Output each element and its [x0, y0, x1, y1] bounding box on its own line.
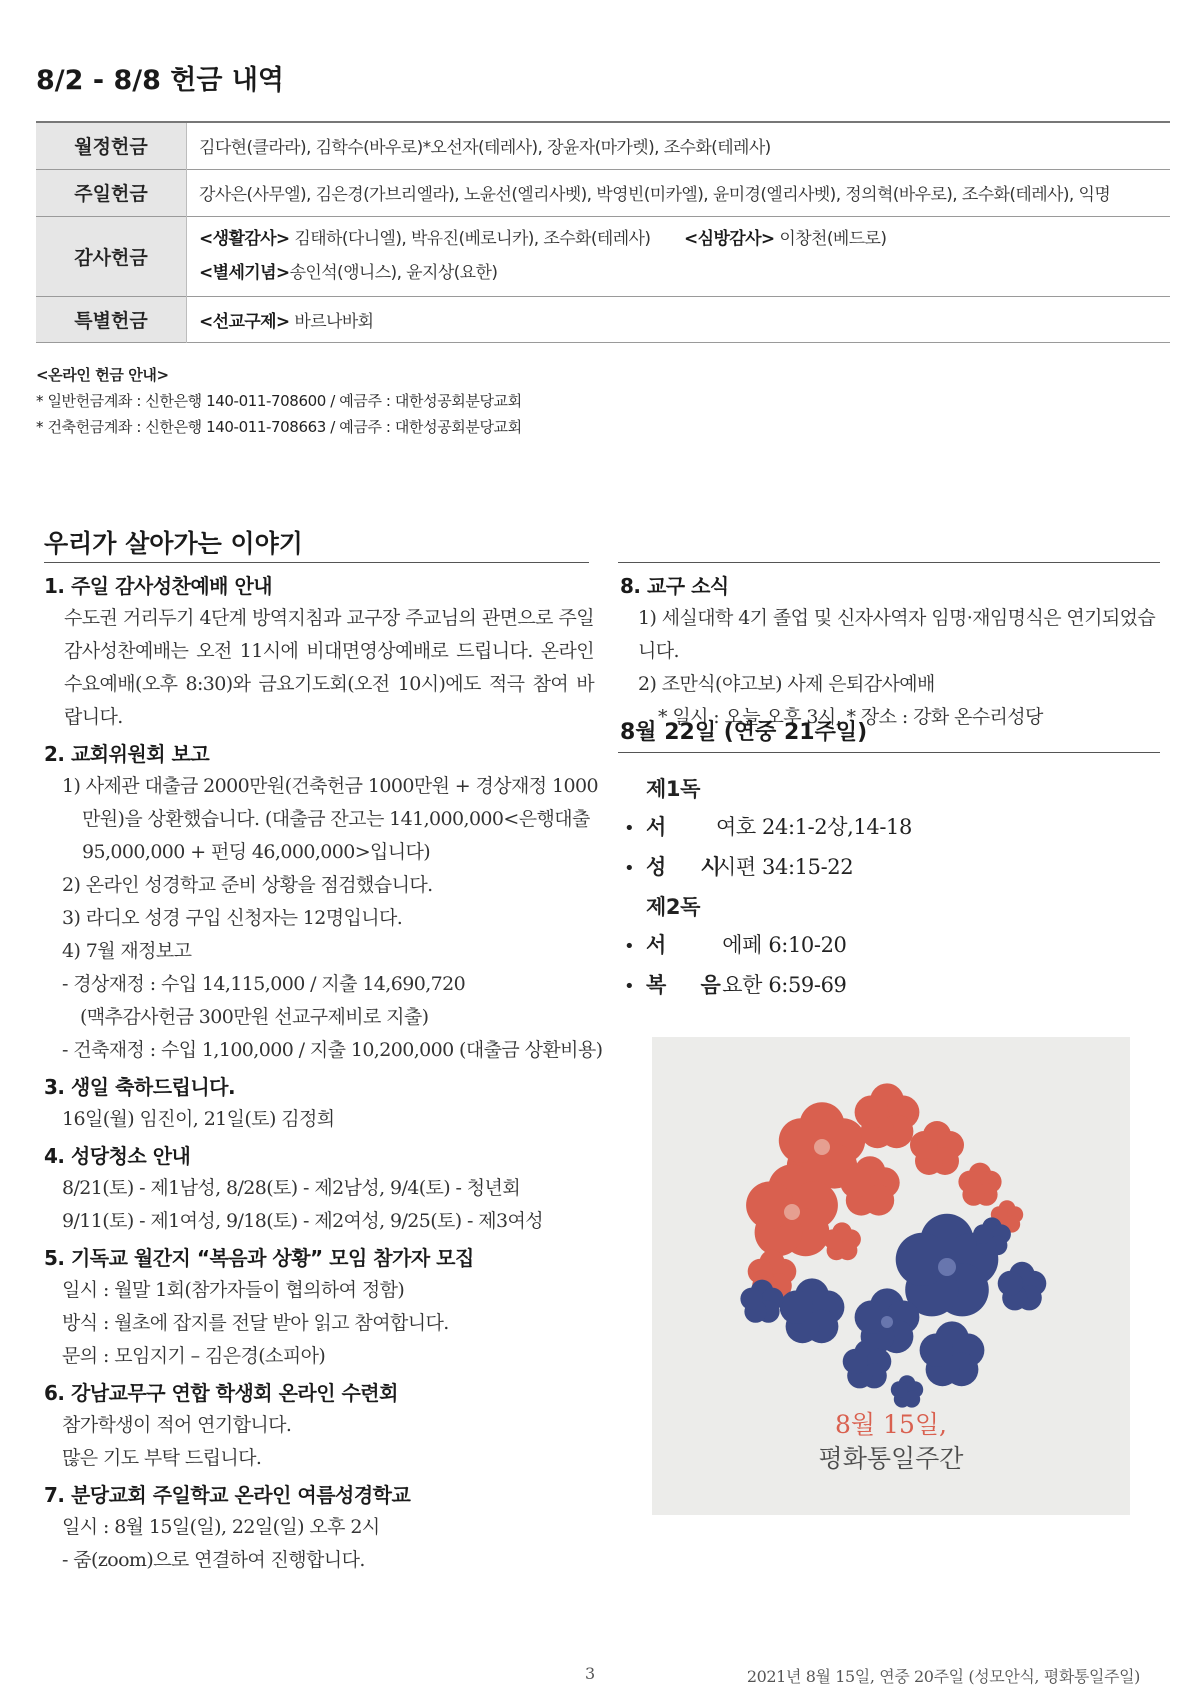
list-item: [44, 1140, 604, 1238]
online-guide-title: <온라인 헌금 안내>: [36, 366, 169, 384]
story-section-title: 우리가 살아가는 이야기: [44, 529, 303, 558]
item-body: 9/11(토) - 제1여성, 9/18(토) - 제2여성, 9/25(토) - 제3여성: [62, 1210, 544, 1232]
page-number: 3: [585, 1664, 596, 1683]
visit-thanks-tag: <심방감사>: [684, 229, 775, 249]
reading-ref: 에페 6:10-20: [716, 933, 847, 957]
general-account: * 일반헌금계좌 : 신한은행 140-011-708600 / 예금주 : 대한성공회분당교회: [36, 392, 522, 410]
building-account: * 건축헌금계좌 : 신한은행 140-011-708663 / 예금주 : 대한성공회분당교회: [36, 418, 522, 436]
item-body: 일시 : 8월 15일(일), 22일(일) 오후 2시: [62, 1516, 380, 1538]
item-body: 95,000,000 + 펀딩 46,000,000>입니다): [82, 841, 431, 863]
item-heading: 3. 생일 축하드립니다.: [44, 1075, 236, 1099]
item-body: - 경상재정 : 수입 14,115,000 / 지출 14,690,720: [62, 973, 466, 995]
row-label: 감사헌금: [36, 216, 187, 296]
row-label: 특별헌금: [36, 296, 187, 342]
divider: [618, 752, 1160, 753]
list-item: [44, 570, 604, 734]
memorial-names: 송인석(앵니스), 윤지상(요한): [289, 263, 498, 283]
item-body: 2) 조만식(야고보) 사제 은퇴감사예배: [638, 673, 935, 695]
list-item: [44, 1242, 604, 1373]
online-offering-guide: [36, 362, 522, 440]
parish-news: [620, 570, 1165, 734]
reading-label: 복 음: [646, 973, 721, 997]
row-names: 강사은(사무엘), 김은경(가브리엘라), 노윤선(엘리사벳), 박영빈(미카엘), 윤미경(엘리사벳), 정의혁(바우로), 조수화(테레사), 익명: [199, 185, 1111, 205]
table-row: [36, 216, 1170, 296]
item-body: 참가학생이 적어 연기합니다.: [62, 1414, 292, 1436]
list-item: [44, 1377, 604, 1475]
story-list: [44, 570, 604, 1581]
visit-thanks-names: 이창천(베드로): [774, 229, 887, 249]
item-body: - 건축재정 : 수입 1,100,000 / 지출 10,200,000 (대출금 상환비용): [62, 1039, 603, 1061]
life-thanks-tag: <생활감사>: [199, 229, 290, 249]
offering-title: 8/2 - 8/8 헌금 내역: [36, 65, 285, 96]
bullet-icon: •: [624, 858, 635, 879]
reading-ref: 여호 24:1-2상,14-18: [716, 815, 912, 839]
item-body: 만원)을 상환했습니다. (대출금 잔고는 141,000,000<은행대출: [82, 808, 590, 830]
table-row: [36, 122, 1170, 169]
lectionary-title: 8월 22일 (연중 21주일): [620, 720, 868, 745]
item-body: 문의 : 모임지기 – 김은경(소피아): [62, 1345, 326, 1367]
row-names: 김다현(클라라), 김학수(바우로)*오선자(테레사), 장윤자(마가렛), 조수화(테레사): [199, 138, 771, 159]
peace-unification-poster: [652, 1037, 1130, 1515]
bullet-icon: •: [624, 976, 635, 997]
item-body: 1) 세실대학 4기 졸업 및 신자사역자 임명·재임명식은 연기되었습니다.: [638, 607, 1156, 662]
item-body: 일시 : 월말 1회(참가자들이 협의하여 정함): [62, 1279, 405, 1301]
reading-ref: 요한 6:59-69: [716, 973, 847, 997]
item-body: 16일(월) 임진이, 21일(토) 김정희: [62, 1108, 335, 1130]
item-heading: 6. 강남교무구 연합 학생회 온라인 수련회: [44, 1381, 398, 1405]
poster-subtitle: 평화통일주간: [818, 1444, 964, 1473]
divider: [618, 562, 1160, 563]
list-item: [624, 848, 912, 888]
row-names: [187, 296, 1171, 342]
bullet-icon: •: [624, 936, 635, 957]
item-body: 2) 온라인 성경학교 준비 상황을 점검했습니다.: [62, 874, 433, 896]
reading-label: 제2독서: [646, 895, 700, 957]
item-body: 1) 사제관 대출금 2000만원(건축헌금 1000만원 + 경상재정 1000: [62, 775, 598, 797]
reading-ref: 시편 34:15-22: [716, 855, 854, 879]
row-label: 월정헌금: [36, 122, 187, 169]
item-heading: 4. 성당청소 안내: [44, 1144, 191, 1168]
list-item: [44, 738, 604, 1067]
item-heading: 1. 주일 감사성찬예배 안내: [44, 574, 273, 598]
item-body: 8/21(토) - 제1남성, 8/28(토) - 제2남성, 9/4(토) - 청년회: [62, 1177, 521, 1199]
item-body: 3) 라디오 성경 구입 신청자는 12명입니다.: [62, 907, 403, 929]
mission-names: 바르나바회: [289, 311, 374, 332]
item-heading: 8. 교구 소식: [620, 574, 729, 598]
item-body: 많은 기도 부탁 드립니다.: [62, 1447, 262, 1469]
life-thanks-names: 김태하(다니엘), 박유진(베로니카), 조수화(테레사): [289, 229, 651, 249]
table-row: [36, 169, 1170, 216]
footer-date: 2021년 8월 15일, 연중 20주일 (성모안식, 평화통일주일): [746, 1667, 1140, 1686]
memorial-tag: <별세기념>: [199, 263, 290, 283]
item-body: * 일시 : 오늘 오후 3시, * 장소 : 강화 온수리성당: [658, 706, 1043, 728]
list-item: [44, 1071, 604, 1136]
reading-label: 성 시: [646, 855, 721, 879]
bullet-icon: •: [624, 818, 635, 839]
item-body: 수도권 거리두기 4단계 방역지침과 교구장 주교님의 관면으로 주일감사성찬예배는 오전 11시에 비대면영상예배로 드립니다. 온라인 수요예배(오후 8:30)와 금요기도회(오전 10시)에도 적극 참여 바랍니다.: [64, 607, 594, 728]
item-body: - 줌(zoom)으로 연결하여 진행합니다.: [62, 1549, 365, 1571]
item-heading: 7. 분당교회 주일학교 온라인 여름성경학교: [44, 1483, 411, 1507]
reading-label: 제1독서: [646, 777, 700, 839]
divider: [44, 562, 589, 563]
list-item: [624, 770, 912, 848]
item-body: 4) 7월 재정보고: [62, 940, 192, 962]
item-heading: 2. 교회위원회 보고: [44, 742, 210, 766]
item-body: (맥추감사헌금 300만원 선교구제비로 지출): [80, 1006, 429, 1028]
item-heading: 5. 기독교 월간지 “복음과 상황” 모임 참가자 모집: [44, 1246, 474, 1270]
poster-date: 8월 15일,: [835, 1410, 947, 1439]
mission-tag: <선교구제>: [199, 311, 290, 332]
table-row: [36, 296, 1170, 342]
row-label: 주일헌금: [36, 169, 187, 216]
list-item: [624, 888, 912, 966]
row-names: [187, 216, 1171, 296]
item-body: 방식 : 월초에 잡지를 전달 받아 읽고 참여합니다.: [62, 1312, 449, 1334]
list-item: [44, 1479, 604, 1577]
list-item: [624, 966, 912, 1006]
offering-table: [36, 121, 1170, 343]
lectionary-list: [624, 770, 912, 1006]
